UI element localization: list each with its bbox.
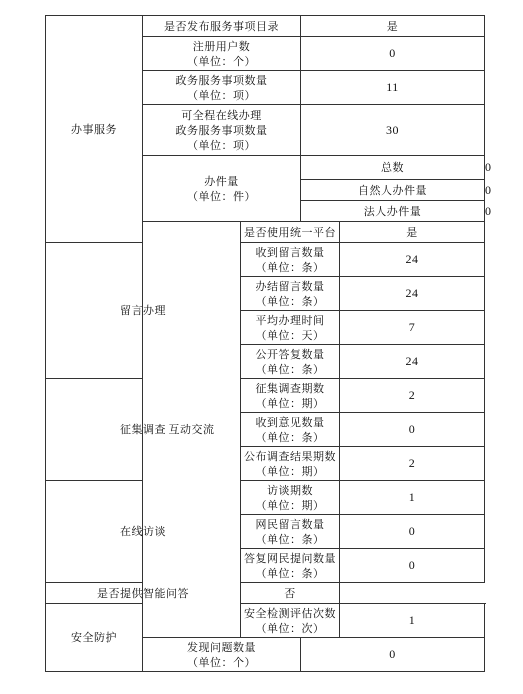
interview-periods-label: 访谈期数 （单位：期） — [241, 481, 340, 515]
survey-periods-value: 2 — [340, 379, 485, 413]
received-messages-label: 收到留言数量 （单位：条） — [241, 243, 340, 277]
smart-qa-value: 否 — [241, 583, 340, 604]
service-items-value: 11 — [301, 71, 485, 105]
messages-label: 留言办理 — [46, 243, 241, 379]
survey-label: 征集调查 — [46, 379, 241, 481]
public-replies-value: 24 — [340, 345, 485, 379]
assessments-label: 安全检测评估次数 （单位：次） — [241, 604, 340, 638]
closed-messages-label: 办结留言数量 （单位：条） — [241, 277, 340, 311]
received-messages-value: 24 — [340, 243, 485, 277]
answers-label: 答复网民提问数量 （单位：条） — [241, 549, 340, 583]
public-replies-label: 公开答复数量 （单位：条） — [241, 345, 340, 379]
section-service: 办事服务 — [46, 16, 143, 243]
platform-label: 是否使用统一平台 — [241, 222, 340, 243]
netizen-messages-label: 网民留言数量 （单位：条） — [241, 515, 340, 549]
survey-results-label: 公布调查结果期数 （单位：期） — [241, 447, 340, 481]
government-website-data-table: 办事服务 是否发布服务事项目录 是 注册用户数 （单位：个） 0 政务服务事项数量 （单位：项） 11 可全程在线办理 政务服务事项数量 （单位：项） 30 办件量 （单位：件） 总数 0 自然人办件量 0 法人办件量 0 互动交流 是否使用统一平台 是 留言办理 收到留言数量 （单位：条） 24 办结留言数量 （单位：条） 24 平均办理时间 （单位：天） 7 公开答复数量 （单位：条） 24 征集调查 征集调查期数 （单位：期） 2 收到意见数量 （单位：条） 0 公布调查结果期数 （单位：期） 2 在线访谈 访谈期数 （单位：期） 1 网民留言数量 （单位：条） 0 答复网民提问数量 （单位：条） 0 是否提供智能问答 否 安全防护 安全检测评估次数 （单位：次） 1 发现问题数量 （单位：个） 0 — [45, 15, 485, 672]
registered-users-label: 注册用户数 （单位：个） — [143, 37, 301, 71]
platform-value: 是 — [340, 222, 485, 243]
section-security: 安全防护 — [46, 604, 143, 672]
interview-periods-value: 1 — [340, 481, 485, 515]
assessments-value: 1 — [340, 604, 485, 638]
issues-label: 发现问题数量 （单位：个） — [143, 638, 301, 672]
opinions-value: 0 — [340, 413, 485, 447]
online-items-value: 30 — [301, 105, 485, 156]
handled-total-label: 总数 — [301, 156, 485, 180]
section-interaction: 互动交流 — [143, 222, 241, 638]
smart-qa-label: 是否提供智能问答 — [46, 583, 241, 604]
handled-natural-label: 自然人办件量 — [301, 180, 485, 201]
handled-legal-label: 法人办件量 — [301, 201, 485, 222]
registered-users-value: 0 — [301, 37, 485, 71]
netizen-messages-value: 0 — [340, 515, 485, 549]
interview-label: 在线访谈 — [46, 481, 241, 583]
catalog-value: 是 — [301, 16, 485, 37]
online-items-label: 可全程在线办理 政务服务事项数量 （单位：项） — [143, 105, 301, 156]
survey-periods-label: 征集调查期数 （单位：期） — [241, 379, 340, 413]
survey-results-value: 2 — [340, 447, 485, 481]
opinions-label: 收到意见数量 （单位：条） — [241, 413, 340, 447]
avg-time-label: 平均办理时间 （单位：天） — [241, 311, 340, 345]
issues-value: 0 — [301, 638, 485, 672]
service-items-label: 政务服务事项数量 （单位：项） — [143, 71, 301, 105]
catalog-label: 是否发布服务事项目录 — [143, 16, 301, 37]
handled-label: 办件量 （单位：件） — [143, 156, 301, 222]
avg-time-value: 7 — [340, 311, 485, 345]
answers-value: 0 — [340, 549, 485, 583]
closed-messages-value: 24 — [340, 277, 485, 311]
